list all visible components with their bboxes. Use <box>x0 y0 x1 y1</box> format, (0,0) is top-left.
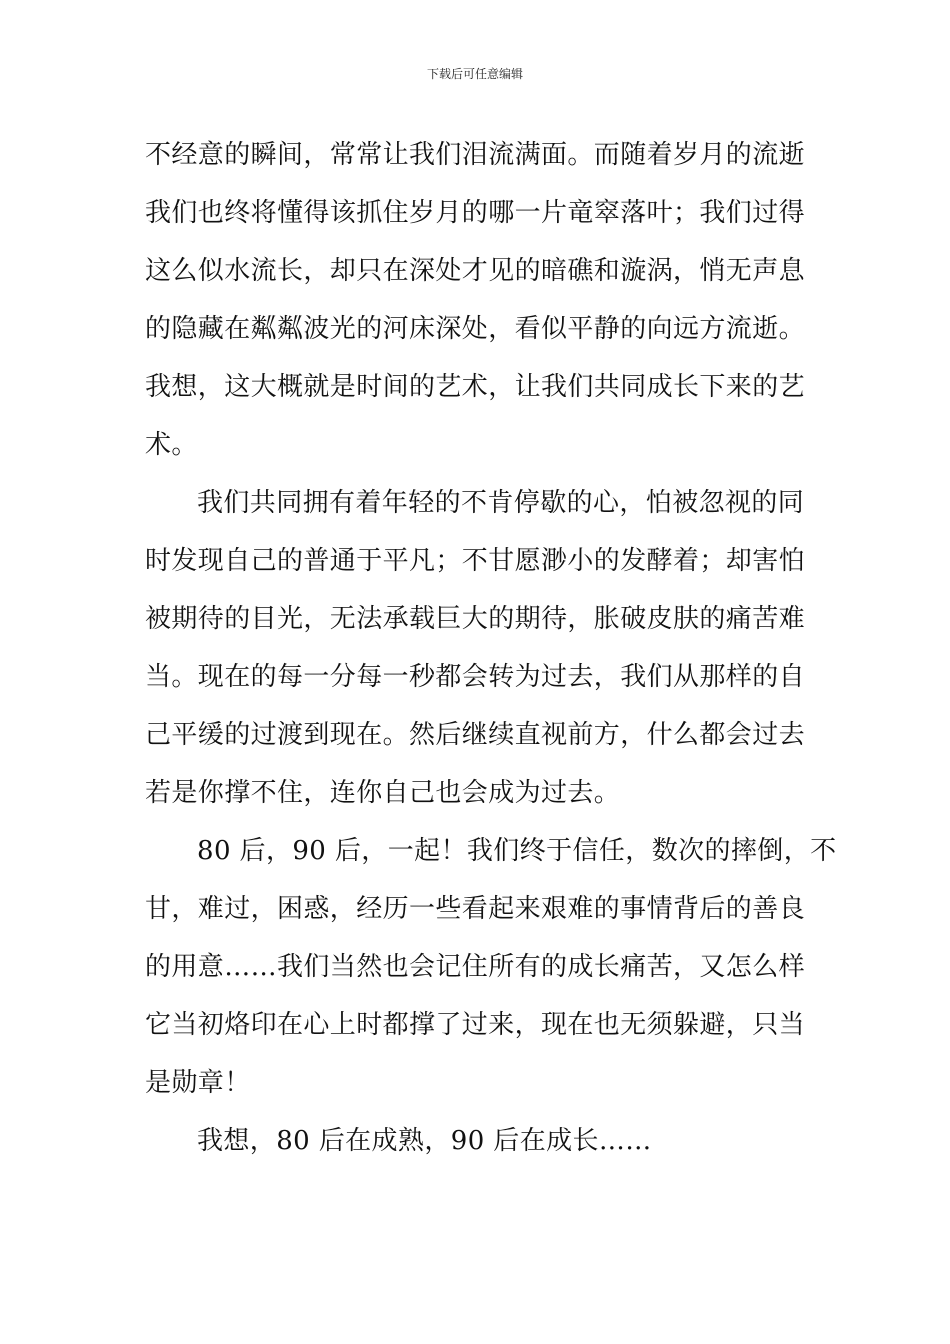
text-line: 它当初烙印在心上时都撑了过来，现在也无须躲避，只当 <box>145 1010 806 1040</box>
paragraph-4 <box>145 1112 805 1170</box>
paragraph-3 <box>145 822 837 1112</box>
text-line: 当。现在的每一分每一秒都会转为过去，我们从那样的自 <box>145 662 806 692</box>
text-line: 不经意的瞬间，常常让我们泪流满面。而随着岁月的流逝 <box>145 140 806 170</box>
paragraph-1 <box>145 126 805 474</box>
text-line: 时发现自己的普通于平凡；不甘愿渺小的发酵着；却害怕 <box>145 546 806 576</box>
text-line: 己平缓的过渡到现在。然后继续直视前方，什么都会过去 <box>145 720 806 750</box>
text-line: 的隐藏在粼粼波光的河床深处，看似平静的向远方流逝。 <box>145 314 806 344</box>
text-line: 被期待的目光，无法承载巨大的期待，胀破皮肤的痛苦难 <box>145 604 806 634</box>
text-line: 80 后，90 后，一起！我们终于信任，数次的摔倒，不 <box>197 836 837 866</box>
text-line: 术。 <box>145 430 198 460</box>
text-line: 的用意……我们当然也会记住所有的成长痛苦，又怎么样 <box>145 952 806 982</box>
text-line: 这么似水流长，却只在深处才见的暗礁和漩涡，悄无声息 <box>145 256 806 286</box>
text-line: 我们共同拥有着年轻的不肯停歇的心，怕被忽视的同 <box>197 488 805 518</box>
paragraph-2 <box>145 474 805 822</box>
text-line: 我想，80 后在成熟，90 后在成长…… <box>197 1126 652 1156</box>
body-text <box>145 126 837 1170</box>
text-line: 是勋章！ <box>145 1068 251 1098</box>
text-line: 若是你撑不住，连你自己也会成为过去。 <box>145 778 621 808</box>
text-line: 我们也终将懂得该抓住岁月的哪一片竜窣落叶；我们过得 <box>145 198 806 228</box>
text-line: 我想，这大概就是时间的艺术，让我们共同成长下来的艺 <box>145 372 806 402</box>
page-header: 下载后可任意编辑 <box>426 67 523 81</box>
text-line: 甘，难过，困惑，经历一些看起来艰难的事情背后的善良 <box>145 894 806 924</box>
